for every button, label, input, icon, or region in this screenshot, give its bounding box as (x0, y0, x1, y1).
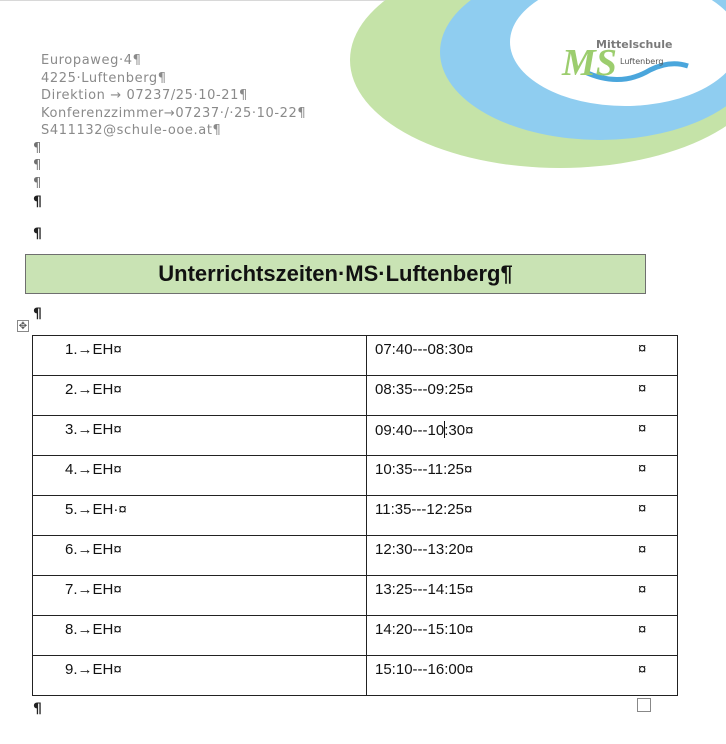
lesson-label: 6.→EH¤ (65, 541, 122, 558)
paragraph-mark: ¶ (33, 226, 42, 242)
row-end-mark: ¤ (638, 621, 647, 638)
lesson-label: 8.→EH¤ (65, 621, 122, 638)
time-cell[interactable] (367, 656, 678, 696)
address-line-city: 4225·Luftenberg¶ (41, 71, 167, 86)
logo-mark: MS (562, 42, 617, 84)
time-cell[interactable] (367, 536, 678, 576)
time-label: 07:40---08:30¤ (375, 341, 474, 358)
time-cell[interactable] (367, 456, 678, 496)
time-cell[interactable] (367, 336, 678, 376)
time-label: 12:30---13:20¤ (375, 541, 474, 558)
schedule-table[interactable] (32, 335, 678, 696)
lesson-cell[interactable] (33, 656, 367, 696)
row-end-mark: ¤ (638, 380, 647, 397)
lesson-cell[interactable] (33, 336, 367, 376)
time-label: 15:10---16:00¤ (375, 661, 474, 678)
lesson-label: 4.→EH¤ (65, 461, 122, 478)
time-label: 11:35---12:25¤ (375, 501, 473, 518)
row-end-mark: ¤ (638, 661, 647, 678)
document-title: Unterrichtszeiten·MS·Luftenberg¶ (158, 261, 513, 286)
time-label: 08:35---09:25¤ (375, 381, 474, 398)
table-row[interactable] (33, 336, 678, 376)
logo-text-luftenberg: Luftenberg (620, 57, 664, 66)
table-row[interactable] (33, 536, 678, 576)
table-row[interactable] (33, 376, 678, 416)
lesson-cell[interactable] (33, 536, 367, 576)
lesson-cell[interactable] (33, 376, 367, 416)
lesson-label: 5.→EH·¤ (65, 501, 127, 518)
address-line-email: S411132@schule-ooe.at¶ (41, 123, 222, 138)
row-end-mark: ¤ (638, 420, 647, 437)
table-row[interactable] (33, 656, 678, 696)
document-title-box[interactable] (25, 254, 646, 294)
lesson-cell[interactable] (33, 416, 367, 456)
table-move-handle-icon[interactable]: ✥ (18, 321, 28, 332)
time-cell[interactable] (367, 376, 678, 416)
time-cell[interactable] (367, 496, 678, 536)
time-label-with-cursor (375, 416, 677, 439)
row-end-mark: ¤ (638, 581, 647, 598)
paragraph-mark: ¶ (33, 141, 42, 156)
lesson-label: 1.→EH¤ (65, 341, 122, 358)
lesson-label: 9.→EH¤ (65, 661, 122, 678)
time-cell[interactable] (367, 416, 678, 456)
lesson-cell[interactable] (33, 616, 367, 656)
logo-text-mittelschule: Mittelschule (596, 38, 673, 51)
row-end-mark: ¤ (638, 500, 647, 517)
table-row[interactable] (33, 496, 678, 536)
row-end-mark: ¤ (638, 340, 647, 357)
table-row[interactable] (33, 456, 678, 496)
time-cell[interactable] (367, 576, 678, 616)
table-resize-handle[interactable] (637, 698, 651, 712)
time-cell[interactable] (367, 616, 678, 656)
table-row[interactable] (33, 576, 678, 616)
address-line-konferenzzimmer: Konferenzzimmer→07237·/·25·10-22¶ (41, 106, 307, 121)
lesson-label: 7.→EH¤ (65, 581, 122, 598)
lesson-cell[interactable] (33, 496, 367, 536)
row-end-mark: ¤ (638, 541, 647, 558)
lesson-label: 2.→EH¤ (65, 381, 122, 398)
paragraph-mark: ¶ (33, 701, 42, 717)
paragraph-mark: ¶ (33, 194, 42, 210)
paragraph-mark: ¶ (33, 158, 42, 173)
time-label-part: 09:40---10 (375, 422, 445, 439)
paragraph-mark: ¶ (33, 176, 42, 191)
table-row[interactable] (33, 416, 678, 456)
time-label: 14:20---15:10¤ (375, 621, 474, 638)
address-line-street: Europaweg·4¶ (41, 53, 142, 68)
time-label: 13:25---14:15¤ (375, 581, 474, 598)
address-line-direktion: Direktion → 07237/25·10-21¶ (41, 88, 248, 103)
lesson-label: 3.→EH¤ (65, 421, 122, 438)
time-label: 10:35---11:25¤ (375, 461, 473, 478)
table-row[interactable] (33, 616, 678, 656)
lesson-cell[interactable] (33, 456, 367, 496)
time-label-part: :30¤ (444, 422, 474, 439)
paragraph-mark: ¶ (33, 306, 42, 322)
row-end-mark: ¤ (638, 460, 647, 477)
lesson-cell[interactable] (33, 576, 367, 616)
